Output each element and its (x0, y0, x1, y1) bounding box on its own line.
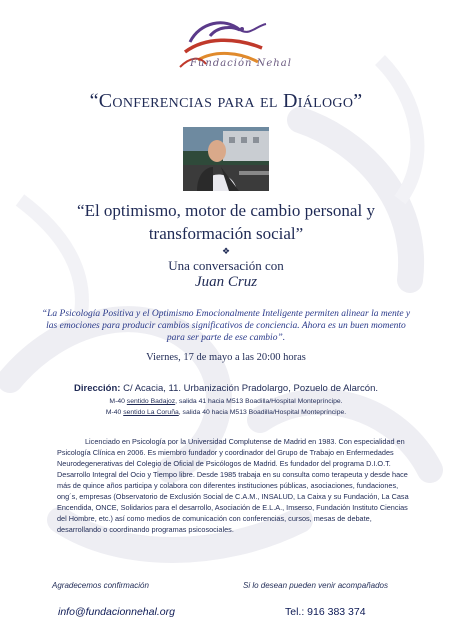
route-suffix: , salida 40 hacia M513 Boadilla/Hospital Montepríncipe. (178, 409, 347, 416)
event-datetime: Viernes, 17 de mayo a las 20:00 horas (146, 352, 306, 363)
intro-text: Una conversación con (168, 258, 284, 273)
route-prefix: M-40 (105, 409, 124, 416)
series-title: “Conferencias para el Diálogo” (89, 90, 363, 112)
speaker-photo (183, 127, 269, 191)
route-link[interactable]: sentido Badajoz (126, 398, 176, 405)
separator-ornament: ❖ (221, 246, 231, 256)
quote: “La Psicología Positiva y el Optimismo Emocionalmente Inteligente permiten alinear la mente y las emociones para producir cambios significativos de conciencia. Ahora es un buen momento para ser parte de ese cambio”. (41, 309, 411, 343)
route-suffix: , salida 41 hacia M513 Boadilla/Hospital Montepríncipe. (175, 398, 343, 405)
contact-email[interactable]: info@fundacionnehal.org (58, 606, 175, 618)
talk-title: “El optimismo, motor de cambio personal y transformación social” (77, 201, 375, 243)
logo-text: Fundación Nehal (190, 58, 292, 69)
fundacion-nehal-logo (170, 12, 280, 84)
confirmation-note: Agradecemos confirmación (52, 581, 149, 590)
speaker-name: Juan Cruz (194, 274, 258, 290)
speaker-bio (57, 436, 412, 535)
contact-phone: Tel.: 916 383 374 (285, 606, 366, 618)
route-direction (0, 409, 452, 416)
route-link[interactable]: sentido La Coruña (123, 409, 179, 416)
address (0, 383, 452, 394)
bio-text: Licenciado en Psicología por la Universidad Complutense de Madrid en 1983. Con especialidad en Psicología Clínica en 2006. Es miembro fundador y coordinador del Grupo de Trabajo en Enfermedades Neurodegenerativas del Colegio de Oficial de Psicólogos de Madrid. Es fundador del programa D.I.O.T. Desarrollo Integral del Ocio y Tiempo libre. Desde 1985 trabaja en su consulta como terapeuta y desde hace más de quince años participa y colabora con diferentes instituciones públicas, asociaciones, fundaciones, ong´s, empresas (Observatorio de Exclusión Social de C.A.M., INSALUD, La Caixa y su Fundación, La Casa Encendida, ONCE, Solidarios para el desarrollo, Asociación de E.L.A., Imserso, Fundación Instituto Ciencias del Hombre, etc.) así como medios de comunicación con conferencias, cursos, mesas de debate, desarrollando o coordinando programas psicosociales. (57, 437, 409, 534)
address-value: C/ Acacia, 11. Urbanización Pradolargo, Pozuelo de Alarcón. (120, 383, 378, 394)
companions-note: Si lo desean pueden venir acompañados (243, 581, 388, 590)
route-prefix: M-40 (109, 398, 127, 405)
route-direction (0, 398, 452, 405)
address-label: Dirección: (74, 383, 121, 394)
